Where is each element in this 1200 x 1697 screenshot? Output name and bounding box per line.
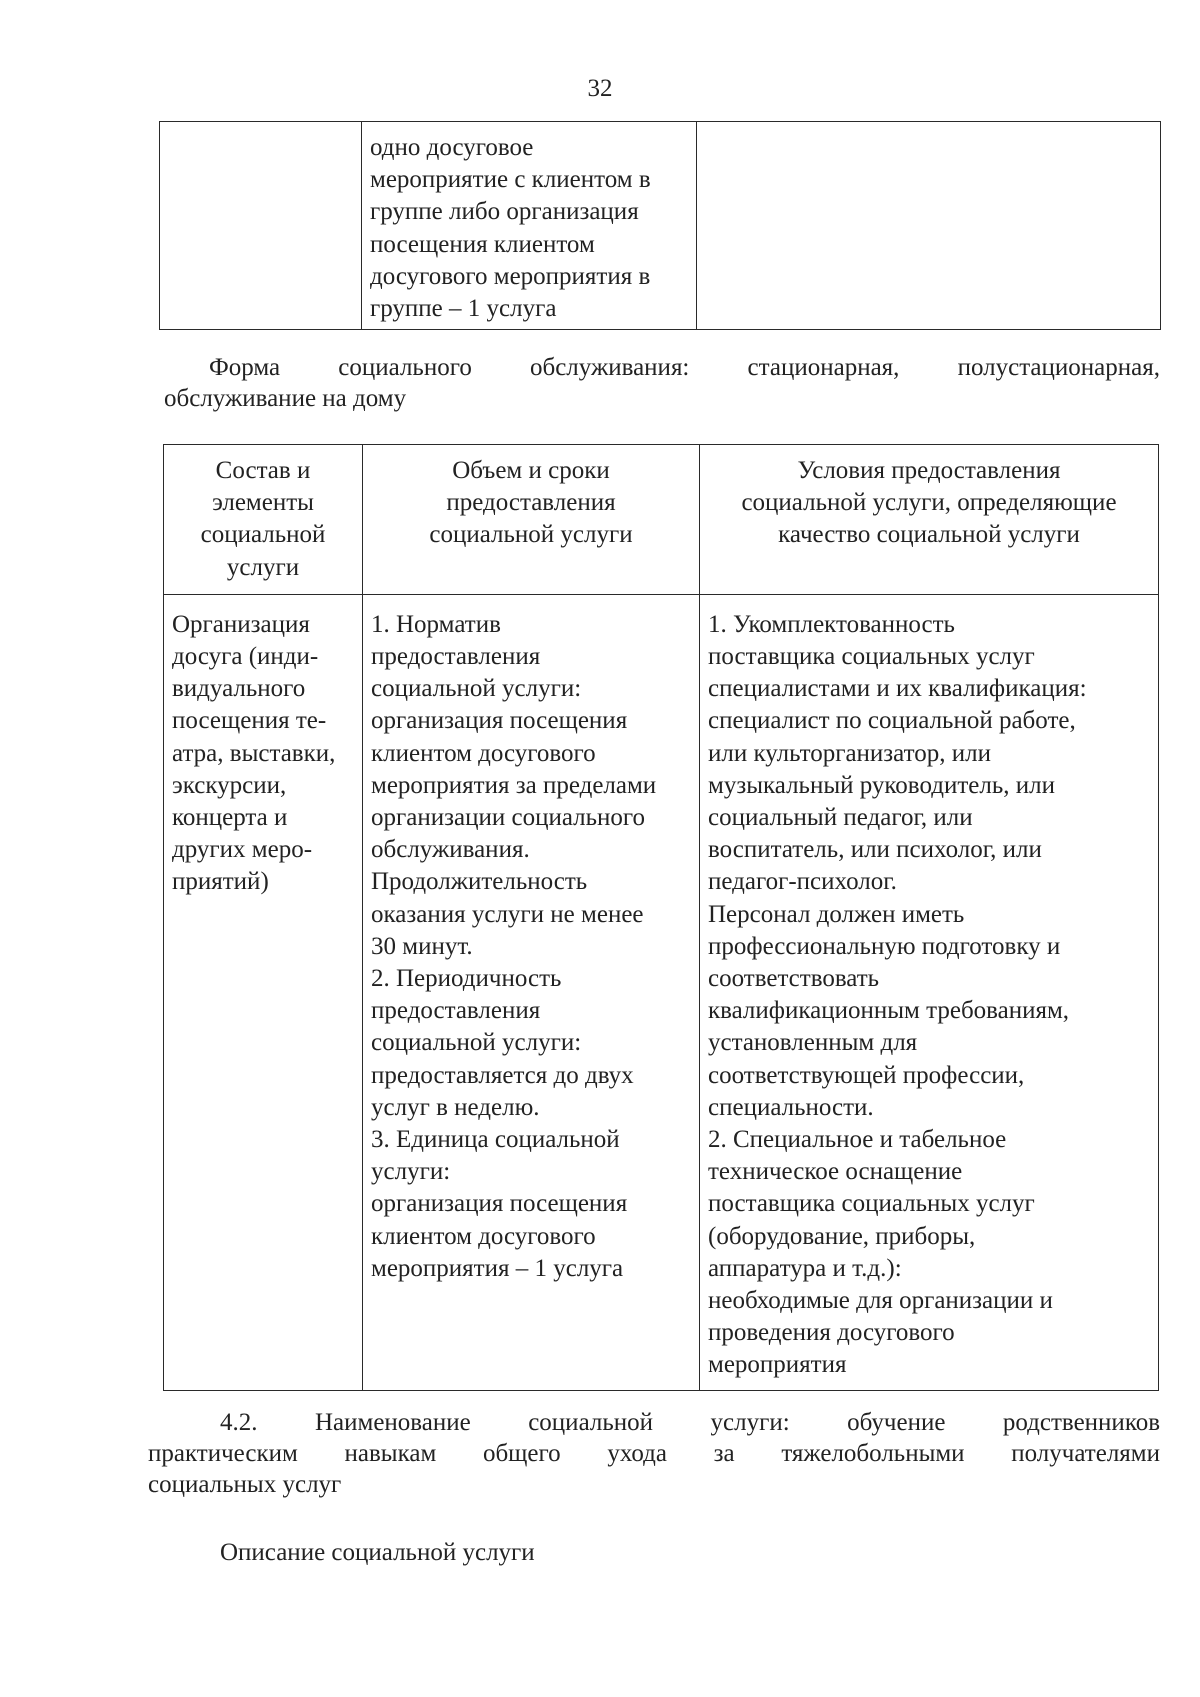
table-row (160, 122, 1161, 330)
column-header-text: Условия предоставления социальной услуги, определяющие качество социальной услуги (741, 457, 1117, 549)
service-form-paragraph (164, 352, 1160, 414)
service-form-line: обслуживание на дому (164, 385, 407, 412)
top-table-empty-cell (697, 122, 1161, 330)
table-header-row (164, 445, 1159, 595)
top-table-text-cell (362, 122, 697, 330)
service-volume-cell (363, 594, 700, 1390)
column-header (164, 445, 363, 595)
section-heading-line: социальных услуг (148, 1471, 342, 1498)
service-composition-cell (164, 594, 363, 1390)
page-number: 32 (587, 75, 613, 102)
section-heading-paragraph (148, 1407, 1160, 1500)
description-heading: Описание социальной услуги (220, 1539, 535, 1566)
top-table-continuation (159, 121, 1161, 330)
column-header-text: Объем и сроки предоставления социальной услуги (429, 457, 633, 549)
cell-text: Организация досуга (инди- видуального посещения те- атра, выставки, экскурсии, концерта и других меро- приятий) (172, 610, 336, 896)
service-table (163, 444, 1159, 1391)
column-header (700, 445, 1159, 595)
cell-text: 1. Укомплектованность поставщика социальных услуг специалистами и их квалификация: специалист по социальной работе, или культорганизатор, или музыкальный руководитель, или социальный педагог, или воспитатель, или психолог, или педагог-психолог. Персонал должен иметь профессиональную подготовку и соответствовать квалификационным требованиям, установленным для соответствующей профессии, специальности. 2. Специальное и табельное техническое оснащение поставщика социальных услуг (оборудование, приборы, аппаратура и т.д.): необходимые для организации и проведения досугового мероприятия (708, 610, 1087, 1379)
top-table-cell-text: одно досуговое мероприятие с клиентом в группе либо организация посещения клиентом досугового мероприятия в группе – 1 услуга (370, 134, 651, 323)
column-header (363, 445, 700, 595)
column-header-text: Состав и элементы социальной услуги (200, 457, 326, 581)
service-conditions-cell (700, 594, 1159, 1390)
top-table-empty-cell (160, 122, 362, 330)
table-row (164, 594, 1159, 1390)
service-form-line: Форма социального обслуживания: стационарная, полустационарная, (209, 354, 1160, 381)
section-heading-line: практическим навыкам общего ухода за тяжелобольными получателями (148, 1440, 1160, 1467)
cell-text: 1. Норматив предоставления социальной услуги: организация посещения клиентом досугового мероприятия за пределами организации социального обслуживания. Продолжительность оказания услуги не менее 30 минут. 2. Периодичность предоставления социальной услуги: предоставляется до двух услуг в неделю. 3. Единица социальной услуги: организация посещения клиентом досугового мероприятия – 1 услуга (371, 610, 657, 1282)
section-heading-line: 4.2. Наименование социальной услуги: обучение родственников (220, 1409, 1160, 1436)
